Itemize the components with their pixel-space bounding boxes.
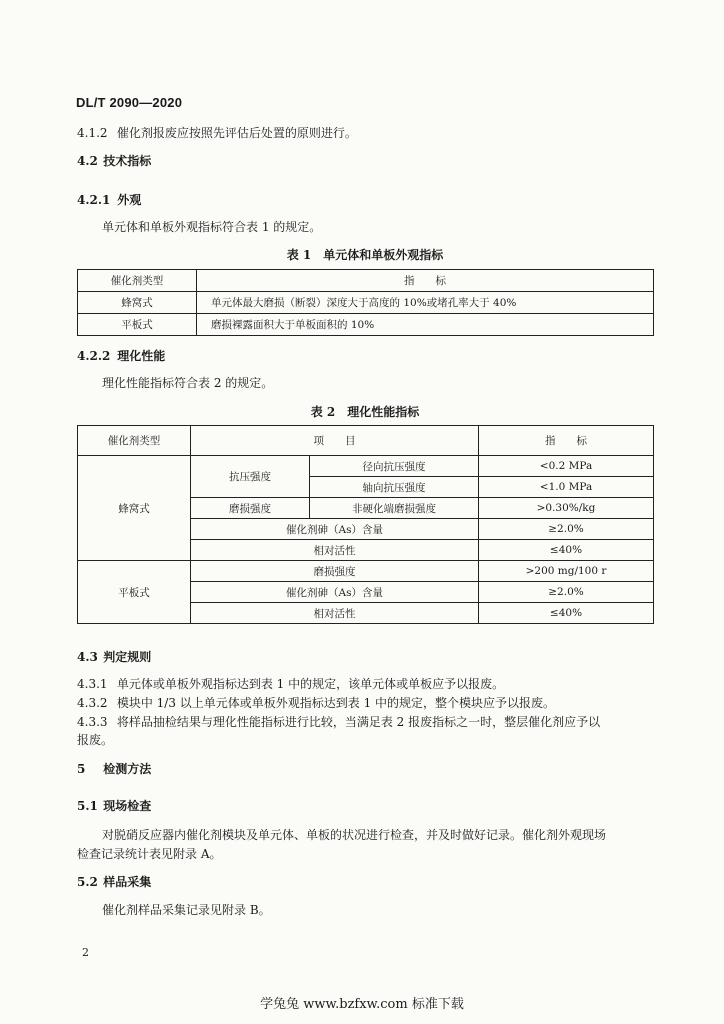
paragraph: 单元体和单板外观指标符合表 1 的规定。 <box>102 220 322 234</box>
table-header-cell: 催化剂类型 <box>78 270 197 292</box>
table-header-row <box>78 270 654 292</box>
clause-text: 单元体或单板外观指标达到表 1 中的规定，该单元体或单板应予以报废。 <box>116 677 505 691</box>
table2-caption: 表 2 理化性能指标 <box>310 405 420 419</box>
table-header-row <box>78 426 654 456</box>
section-4-2-heading <box>77 152 151 170</box>
table-cell: <1.0 MPa <box>479 477 654 498</box>
paragraph: 催化剂样品采集记录见附录 B。 <box>102 903 271 917</box>
section-number: 5.1 <box>77 799 98 813</box>
section-number: 5 <box>77 762 86 776</box>
section-title: 样品采集 <box>103 875 152 889</box>
table-cell: 相对活性 <box>191 540 479 561</box>
table-row <box>78 314 654 336</box>
section-number: 4.3 <box>77 650 98 664</box>
table-cell: ≤40% <box>479 540 654 561</box>
section-title: 理化性能 <box>117 349 166 363</box>
clause-4-1-2 <box>77 124 357 142</box>
table-cell: 平板式 <box>78 561 191 624</box>
section-number: 4.2.1 <box>77 193 111 207</box>
clause-4-3-1 <box>77 675 504 693</box>
section-number: 5.2 <box>77 875 98 889</box>
table-row <box>78 561 654 582</box>
clause-text: 催化剂报废应按照先评估后处置的原则进行。 <box>116 126 357 140</box>
table-cell: 催化剂砷（As）含量 <box>191 519 479 540</box>
section-title: 判定规则 <box>103 650 152 664</box>
clause-text: 将样品抽检结果与理化性能指标进行比较，当满足表 2 报废指标之一时，整层催化剂应予以 <box>116 715 601 729</box>
clause-number: 4.1.2 <box>77 126 108 140</box>
clause-text-continued: 报废。 <box>77 733 114 747</box>
table-cell: 非硬化端磨损强度 <box>310 498 479 519</box>
table1-caption: 表 1 单元体和单板外观指标 <box>286 248 444 262</box>
table-cell: 蜂窝式 <box>78 292 197 314</box>
clause-4-3-2 <box>77 694 555 712</box>
section-title: 技术指标 <box>103 154 152 168</box>
table-cell: >0.30%/kg <box>479 498 654 519</box>
table-cell: 相对活性 <box>191 603 479 624</box>
paragraph: 理化性能指标符合表 2 的规定。 <box>102 376 274 390</box>
section-4-2-1-heading <box>77 191 141 209</box>
section-5-1-heading <box>77 797 151 815</box>
table-header-cell: 催化剂类型 <box>78 426 191 456</box>
table-cell: 抗压强度 <box>191 456 310 498</box>
section-5-2-heading <box>77 873 151 891</box>
clause-number: 4.3.3 <box>77 715 108 729</box>
table-cell: ≤40% <box>479 603 654 624</box>
section-number: 4.2.2 <box>77 349 111 363</box>
table-cell: 催化剂砷（As）含量 <box>191 582 479 603</box>
table-cell: ≥2.0% <box>479 582 654 603</box>
footer-watermark: 学兔兔 www.bzfxw.com 标准下载 <box>260 997 464 1012</box>
paragraph-continued: 检查记录统计表见附录 A。 <box>77 847 222 861</box>
table-cell: 平板式 <box>78 314 197 336</box>
table-cell: 磨损强度 <box>191 561 479 582</box>
table-cell: >200 mg/100 r <box>479 561 654 582</box>
table2 <box>77 425 654 624</box>
section-title: 现场检查 <box>103 799 152 813</box>
clause-number: 4.3.2 <box>77 696 108 710</box>
section-5-heading <box>77 760 151 778</box>
standard-id: DL/T 2090—2020 <box>76 95 183 110</box>
clause-4-3-3 <box>77 713 600 731</box>
table-cell: 单元体最大磨损（断裂）深度大于高度的 10%或堵孔率大于 40% <box>197 292 654 314</box>
table-cell: ≥2.0% <box>479 519 654 540</box>
table-cell: 磨损强度 <box>191 498 310 519</box>
table1 <box>77 269 654 336</box>
table-cell: 轴向抗压强度 <box>310 477 479 498</box>
clause-text: 模块中 1/3 以上单元体或单板外观指标达到表 1 中的规定，整个模块应予以报废。 <box>116 696 556 710</box>
table-row <box>78 292 654 314</box>
paragraph: 对脱硝反应器内催化剂模块及单元体、单板的状况进行检查，并及时做好记录。催化剂外观现场 <box>102 828 607 842</box>
table-cell: 磨损裸露面积大于单板面积的 10% <box>197 314 654 336</box>
page-number: 2 <box>82 946 89 959</box>
clause-number: 4.3.1 <box>77 677 108 691</box>
table-header-cell: 指 标 <box>479 426 654 456</box>
section-number: 4.2 <box>77 154 98 168</box>
table-cell: 径向抗压强度 <box>310 456 479 477</box>
section-4-2-2-heading <box>77 347 165 365</box>
section-title: 检测方法 <box>103 762 152 776</box>
table-row <box>78 456 654 477</box>
table-cell: <0.2 MPa <box>479 456 654 477</box>
section-4-3-heading <box>77 648 151 666</box>
table-header-cell: 指 标 <box>197 270 654 292</box>
table-header-cell: 项 目 <box>191 426 479 456</box>
table-cell: 蜂窝式 <box>78 456 191 561</box>
section-title: 外观 <box>117 193 142 207</box>
